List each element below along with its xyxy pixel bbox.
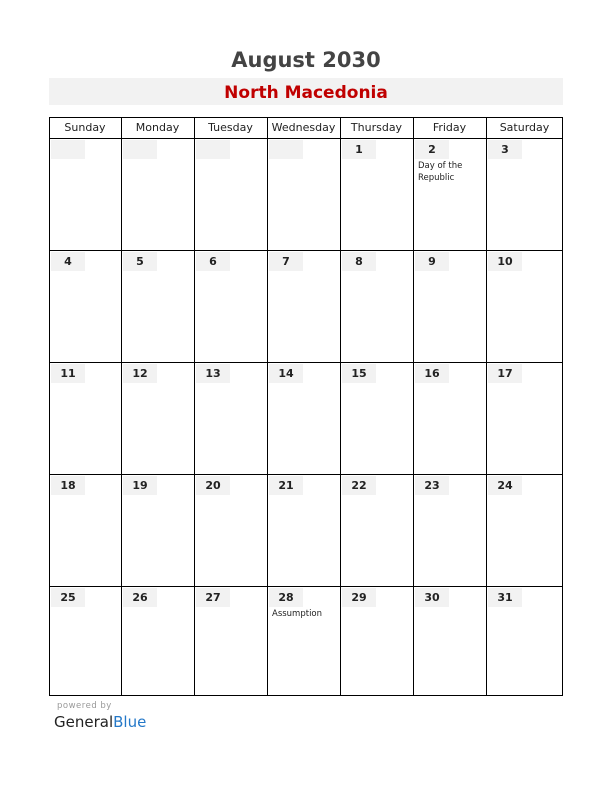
- day-number: 8: [342, 252, 376, 271]
- day-cell[interactable]: [413, 138, 486, 250]
- empty-day-cell: [267, 138, 340, 250]
- day-number: 17: [488, 364, 522, 383]
- day-cell[interactable]: [413, 362, 486, 474]
- day-number: 28: [269, 588, 303, 607]
- day-number: 2: [415, 140, 449, 159]
- day-cell[interactable]: [486, 474, 563, 586]
- day-number: 19: [123, 476, 157, 495]
- day-number: 7: [269, 252, 303, 271]
- day-number: 24: [488, 476, 522, 495]
- day-cell[interactable]: [340, 138, 413, 250]
- grid-column-line: [49, 117, 50, 696]
- grid-row-line: [49, 362, 563, 363]
- day-cell[interactable]: [194, 474, 267, 586]
- day-number: 26: [123, 588, 157, 607]
- empty-day-cell: [49, 138, 121, 250]
- weekday-header-tuesday: Tuesday: [208, 121, 253, 134]
- day-cell[interactable]: [486, 362, 563, 474]
- day-cell[interactable]: [121, 474, 194, 586]
- day-cell[interactable]: [340, 586, 413, 696]
- day-number: 20: [196, 476, 230, 495]
- country-name: North Macedonia: [224, 83, 388, 103]
- day-cell[interactable]: [121, 250, 194, 362]
- day-number: 29: [342, 588, 376, 607]
- day-cell[interactable]: [49, 474, 121, 586]
- grid-row-line: [49, 695, 563, 696]
- day-number: 12: [123, 364, 157, 383]
- day-number: 9: [415, 252, 449, 271]
- day-number: 5: [123, 252, 157, 271]
- weekday-header-saturday: Saturday: [499, 121, 550, 134]
- day-number: 23: [415, 476, 449, 495]
- day-cell[interactable]: [49, 250, 121, 362]
- grid-column-line: [340, 117, 341, 696]
- day-cell[interactable]: [413, 250, 486, 362]
- day-number: 4: [51, 252, 85, 271]
- weekday-header-wednesday: Wednesday: [271, 121, 336, 134]
- day-cell[interactable]: [340, 362, 413, 474]
- day-cell[interactable]: [340, 250, 413, 362]
- day-number: 14: [269, 364, 303, 383]
- grid-column-line: [267, 117, 268, 696]
- day-cell[interactable]: [194, 586, 267, 696]
- day-cell[interactable]: [121, 362, 194, 474]
- day-cell[interactable]: [267, 586, 340, 696]
- day-number: 11: [51, 364, 85, 383]
- powered-by-label: powered by: [57, 701, 112, 711]
- empty-day-cell: [194, 138, 267, 250]
- day-cell[interactable]: [267, 474, 340, 586]
- grid-row-line: [49, 138, 563, 139]
- day-cell[interactable]: [413, 474, 486, 586]
- day-cell[interactable]: [194, 250, 267, 362]
- grid-row-line: [49, 250, 563, 251]
- day-number: 21: [269, 476, 303, 495]
- day-cell[interactable]: [413, 586, 486, 696]
- day-cell[interactable]: [267, 362, 340, 474]
- day-cell[interactable]: [267, 250, 340, 362]
- grid-column-line: [486, 117, 487, 696]
- holiday-label: Assumption: [272, 609, 323, 619]
- grid-column-line: [562, 117, 563, 696]
- grid-row-line: [49, 586, 563, 587]
- holiday-label: Day of the Republic: [418, 161, 463, 183]
- brand-blue: Blue: [113, 713, 147, 731]
- day-cell[interactable]: [194, 362, 267, 474]
- day-cell[interactable]: [121, 586, 194, 696]
- day-cell[interactable]: [486, 138, 563, 250]
- weekday-header-sunday: Sunday: [64, 121, 106, 134]
- day-number: 27: [196, 588, 230, 607]
- day-number: 22: [342, 476, 376, 495]
- day-number: 10: [488, 252, 522, 271]
- day-number: [51, 140, 85, 159]
- day-number: 13: [196, 364, 230, 383]
- brand-general: General: [54, 713, 114, 731]
- generalblue-logo[interactable]: [54, 713, 146, 731]
- day-cell[interactable]: [49, 586, 121, 696]
- grid-column-line: [121, 117, 122, 696]
- weekday-header-thursday: Thursday: [350, 121, 403, 134]
- day-number: 15: [342, 364, 376, 383]
- day-number: [196, 140, 230, 159]
- grid-column-line: [194, 117, 195, 696]
- grid-row-line: [49, 117, 563, 118]
- weekday-header-friday: Friday: [432, 121, 467, 134]
- grid-column-line: [413, 117, 414, 696]
- day-number: 1: [342, 140, 376, 159]
- page-title: August 2030: [231, 48, 381, 72]
- day-cell[interactable]: [486, 586, 563, 696]
- day-cell[interactable]: [340, 474, 413, 586]
- country-banner: [49, 78, 563, 105]
- calendar-grid: [49, 117, 563, 696]
- day-number: 16: [415, 364, 449, 383]
- day-number: 25: [51, 588, 85, 607]
- day-number: 30: [415, 588, 449, 607]
- grid-row-line: [49, 474, 563, 475]
- day-number: 3: [488, 140, 522, 159]
- day-number: [269, 140, 303, 159]
- weekday-header-monday: Monday: [135, 121, 180, 134]
- empty-day-cell: [121, 138, 194, 250]
- day-number: 31: [488, 588, 522, 607]
- day-number: [123, 140, 157, 159]
- day-cell[interactable]: [486, 250, 563, 362]
- day-number: 6: [196, 252, 230, 271]
- day-number: 18: [51, 476, 85, 495]
- day-cell[interactable]: [49, 362, 121, 474]
